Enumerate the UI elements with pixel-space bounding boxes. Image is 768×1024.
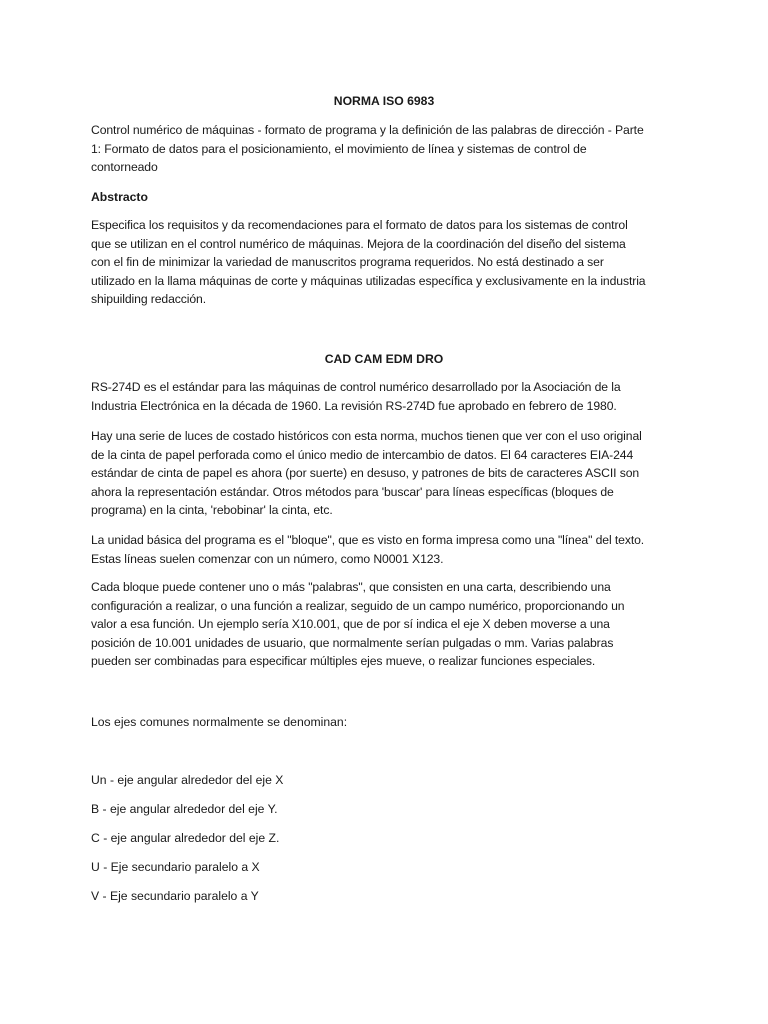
abstract-paragraph bbox=[91, 216, 691, 309]
axes-intro: Los ejes comunes normalmente se denominan: bbox=[91, 715, 348, 729]
paragraph-history bbox=[91, 427, 691, 520]
intro-paragraph bbox=[91, 121, 691, 177]
paragraph-words bbox=[91, 578, 691, 671]
axis-item: Un - eje angular alrededor del eje X bbox=[91, 773, 284, 787]
abstract-line: con el fin de minimizar la variedad de manuscritos programa requeridos. No está destinado a ser bbox=[91, 255, 604, 270]
paragraph-block bbox=[91, 531, 691, 568]
intro-line: Control numérico de máquinas - formato de programa y la definición de las palabras de dirección - Parte bbox=[91, 123, 644, 137]
paragraph-line: programa) en la cinta, 'rebobinar' la cinta, etc. bbox=[91, 503, 333, 518]
paragraph-line: ahora la representación estándar. Otros métodos para 'buscar' para líneas específicas (bloques de bbox=[91, 484, 614, 499]
paragraph-line: Hay una serie de luces de costado históricos con esta norma, muchos tienen que ver con el uso original bbox=[91, 429, 642, 443]
paragraph-line: estándar de cinta de papel es ahora (por suerte) en desuso, y patrones de bits de caracteres ASCII son bbox=[91, 466, 640, 481]
paragraph-line: pueden ser combinadas para especificar múltiples ejes mueve, o realizar funciones especiales. bbox=[91, 654, 596, 669]
abstract-line: que se utilizan en el control numérico de máquinas. Mejora de la coordinación del diseño del sistema bbox=[91, 236, 626, 251]
abstract-line: utilizado en la llama máquinas de corte y máquinas utilizadas específica y exclusivamente en la industria bbox=[91, 273, 646, 288]
axis-item: V - Eje secundario paralelo a Y bbox=[91, 889, 259, 903]
abstract-heading: Abstracto bbox=[91, 190, 148, 204]
paragraph-line: posición de 10.001 unidades de usuario, que normalmente serían pulgadas o mm. Varias palabras bbox=[91, 635, 614, 650]
document-title-iso: NORMA ISO 6983 bbox=[333, 94, 435, 108]
axis-item: B - eje angular alrededor del eje Y. bbox=[91, 802, 278, 816]
abstract-line: shipuilding redacción. bbox=[91, 292, 207, 307]
axis-item: U - Eje secundario paralelo a X bbox=[91, 860, 260, 874]
document-title-cadcam: CAD CAM EDM DRO bbox=[324, 352, 444, 366]
paragraph-rs274d bbox=[91, 378, 691, 415]
paragraph-line: Cada bloque puede contener uno o más "palabras", que consisten en una carta, describiendo una bbox=[91, 580, 611, 594]
abstract-line: Especifica los requisitos y da recomendaciones para el formato de datos para los sistemas de control bbox=[91, 218, 628, 232]
paragraph-line: de la cinta de papel perforada como el único medio de intercambio de datos. El 64 caracteres EIA-244 bbox=[91, 447, 634, 462]
intro-line: contorneado bbox=[91, 160, 158, 175]
paragraph-line: Estas líneas suelen comenzar con un número, como N0001 X123. bbox=[91, 551, 444, 566]
intro-line: 1: Formato de datos para el posicionamiento, el movimiento de línea y sistemas de control de bbox=[91, 141, 587, 156]
paragraph-line: configuración a realizar, o una función a realizar, seguido de un campo numérico, proporcionando un bbox=[91, 598, 625, 613]
paragraph-line: Industria Electrónica en la década de 1960. La revisión RS-274D fue aprobado en febrero de 1980. bbox=[91, 398, 617, 413]
paragraph-line: RS-274D es el estándar para las máquinas de control numérico desarrollado por la Asociación de la bbox=[91, 380, 621, 394]
paragraph-line: La unidad básica del programa es el "bloque", que es visto en forma impresa como una "línea" del texto. bbox=[91, 533, 645, 547]
axis-item: C - eje angular alrededor del eje Z. bbox=[91, 831, 280, 845]
paragraph-line: valor a esa función. Un ejemplo sería X10.001, que de por sí indica el eje X deben moverse a una bbox=[91, 617, 610, 632]
